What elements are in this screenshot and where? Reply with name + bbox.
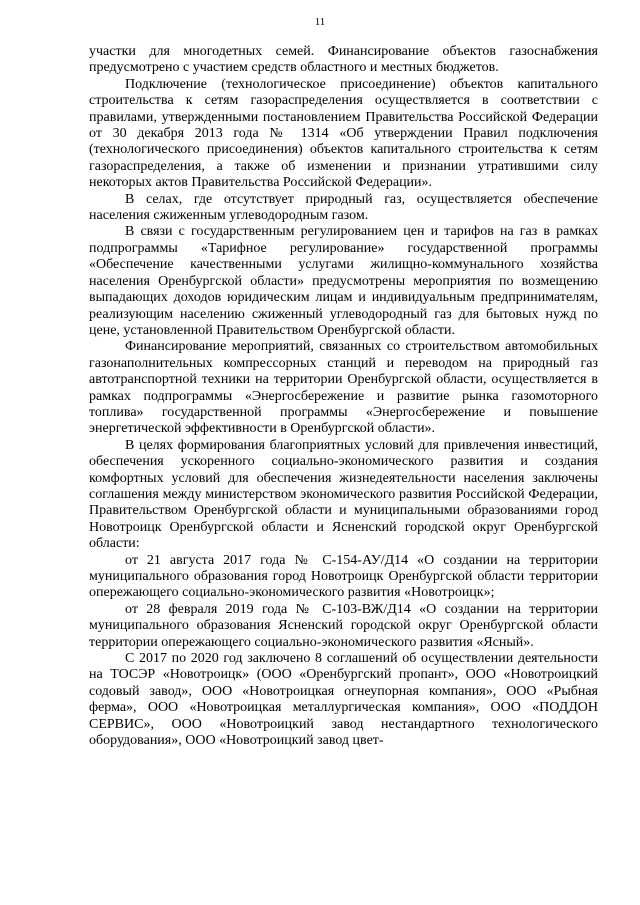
paragraph-agreement-yasny: от 28 февраля 2019 года № С-103-ВЖ/Д14 «О создании на территории муниципального образования Ясненский городской округ Оренбургской области территории опережающего социально-экономического развития «Ясный». xyxy=(89,601,598,650)
paragraph-gas-connection-rules: Подключение (технологическое присоединение) объектов капитального строительства к сетям газораспределения осуществляется в соответствии с правилами, утвержденными постановлением Правительства Российской Федерации от 30 декабря 2013 года № 1314 «Об утверждении Правил подключения (технологического присоединения) объектов капитального строительства к сетям газораспределения, а также об изменении и признании утратившими силу некоторых актов Правительства Российской Федерации». xyxy=(89,76,598,191)
paragraph-liquefied-gas-villages: В селах, где отсутствует природный газ, осуществляется обеспечение населения сжиженным углеводородным газом. xyxy=(89,191,598,224)
paragraph-tosar-agreements: С 2017 по 2020 год заключено 8 соглашений об осуществлении деятельности на ТОСЭР «Новотроицк» (ООО «Оренбургский пропант», ООО «Новотроицкий содовый завод», ООО «Новотроицкая огнеупорная компания», ООО «Рыбная ферма», ООО «Новотроицкая металлургическая компания», ООО «ПОДДОН СЕРВИС», ООО «Новотроицкий завод нестандартного технологического оборудования», ООО «Новотроицкий завод цвет- xyxy=(89,651,598,749)
paragraph-tariff-regulation: В связи с государственным регулированием цен и тарифов на газ в рамках подпрограммы «Тарифное регулирование» государственной программы «Обеспечение качественными услугами жилищно-коммунального хозяйства населения Оренбургской области» предусмотрены мероприятия по возмещению выпадающих доходов юридическим лицам и индивидуальным предпринимателям, реализующим населению сжиженный углеводородный газ для бытовых нужд по цене, установленной Правительством Оренбургской области. xyxy=(89,224,598,338)
paragraph-investment-agreements: В целях формирования благоприятных условий для привлечения инвестиций, обеспечения ускоренного социально-экономического развития и создания комфортных условий для обеспечения жизнедеятельности населения заключены соглашения между министерством экономического развития Российской Федерации, Правительством Оренбургской области и муниципальными образованиями город Новотроицк Оренбургской области и Ясненский городской округ Оренбургской области: xyxy=(89,437,598,552)
paragraph-gas-filling-stations: Финансирование мероприятий, связанных со строительством автомобильных газонаполнительных компрессорных станций и переводом на природный газ автотранспортной техники на территории Оренбургской области, осуществляется в рамках подпрограммы «Энергосбережение и развитие рынка газомоторного топлива» государственной программы «Энергосбережение и повышение энергетической эффективности в Оренбургской области». xyxy=(89,339,598,437)
document-body xyxy=(89,44,598,749)
paragraph-gas-supply-financing: участки для многодетных семей. Финансирование объектов газоснабжения предусмотрено с участием средств областного и местных бюджетов. xyxy=(89,44,598,76)
page-number: 11 xyxy=(314,16,326,28)
paragraph-agreement-novotroitsk: от 21 августа 2017 года № С-154-АУ/Д14 «О создании на территории муниципального образования город Новотроицк Оренбургской области территории опережающего социально-экономического развития «Новотроицк»; xyxy=(89,552,598,601)
